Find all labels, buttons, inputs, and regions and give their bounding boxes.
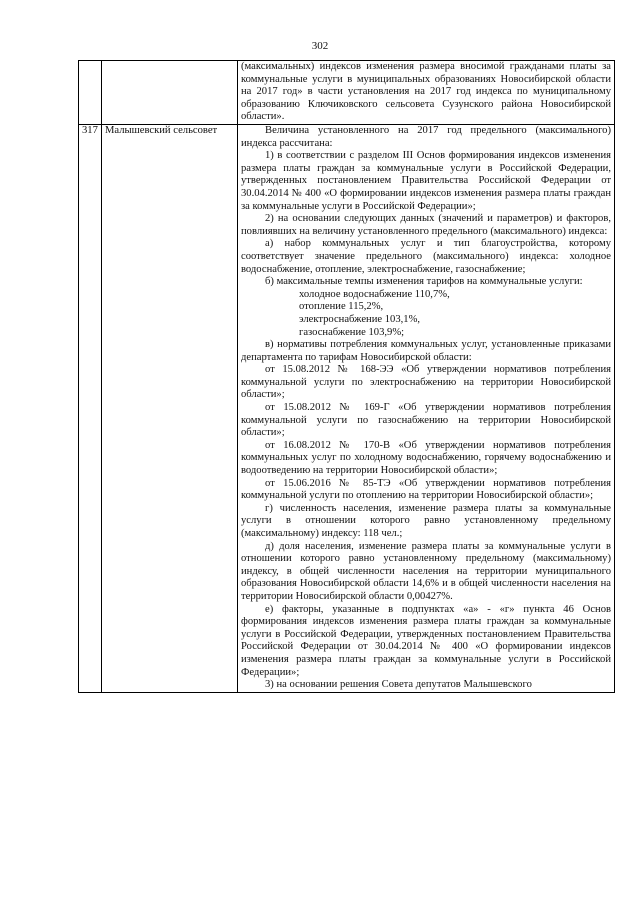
paragraph: в) нормативы потребления коммунальных услуг, установленные приказами департамента по тарифам Новосибирской области: [241, 339, 611, 363]
paragraph: 3) на основании решения Совета депутатов Малышевского [265, 679, 532, 691]
table-row [79, 125, 615, 693]
paragraph: от 15.06.2016 № 85-ТЭ «Об утверждении нормативов потребления коммунальной услуги по отоплению на территории Новосибирской области»; [241, 477, 611, 502]
page-number: 302 [311, 40, 329, 52]
row-number-cell [79, 61, 102, 125]
paragraph: 2) на основании следующих данных (значений и параметров) и факторов, повлиявших на величину установленного предельного (максимального) индекса: [241, 213, 611, 237]
paragraph: Величина установленного на 2017 год предельного (максимального) индекса рассчитана: [241, 125, 611, 149]
municipality-name-cell: Малышевский сельсовет [102, 125, 238, 693]
tariff-item: отопление 115,2%, [299, 301, 384, 313]
paragraph: 1) в соответствии с разделом III Основ формирования индексов изменения размера платы граждан за коммунальные услуги в Российской Федерации, утвержденных постановлением Правительства Российской Федерации от 30.04.2014 № 400 «О формировании индексов изменения размера платы граждан за коммунальные услуги в Российской Федерации»; [241, 150, 611, 212]
tariff-item: электроснабжение 103,1%, [299, 313, 421, 325]
paragraph: а) набор коммунальных услуг и тип благоустройства, которому соответствует значение предельного (максимального) индекса: холодное водоснабжение, отопление, электроснабжение, газоснабжение; [241, 238, 611, 275]
table-row [79, 61, 615, 125]
paragraph: е) факторы, указанные в подпунктах «а» - «г» пункта 46 Основ формирования индексов изменения размера платы граждан за коммунальные услуги в Российской Федерации, утвержденных постановлением Правительства Российской Федерации от 30.04.2014 № 400 «О формировании индексов изменения размера платы граждан за коммунальные услуги в Российской Федерации»; [241, 603, 611, 678]
paragraph: (максимальных) индексов изменения размера вносимой гражданами платы за коммунальные услуги в муниципальных образованиях Новосибирской области на 2017 год» в части установления на 2017 год индекса по муниципальному образованию Ключиковского сельсовета Сузунского района Новосибирской области». [241, 61, 611, 123]
document-table [78, 60, 615, 693]
municipality-name-cell [102, 61, 238, 125]
paragraph: г) численность населения, изменение размера платы за коммунальные услуги в отношении которого равно установленному предельному (максимальному) индексу: 118 чел.; [241, 502, 611, 539]
tariff-item: холодное водоснабжение 110,7%, [299, 288, 450, 300]
paragraph: от 15.08.2012 № 169-Г «Об утверждении нормативов потребления коммунальной услуги по газоснабжению на территории Новосибирской области»; [241, 402, 611, 439]
paragraph: б) максимальные темпы изменения тарифов на коммунальные услуги: [265, 276, 583, 288]
row-number-cell: 317 [79, 125, 102, 693]
paragraph: от 16.08.2012 № 170-В «Об утверждении нормативов потребления коммунальных услуг по холодному водоснабжению, горячему водоснабжению и водоотведению на территории Новосибирской области»; [241, 439, 611, 477]
paragraph: д) доля населения, изменение размера платы за коммунальные услуги в отношении которого равно установленному предельному (максимальному) индексу, в общей численности населения на территории муниципального образования Новосибирской области 14,6% и в общей численности населения на территории Новосибирской области 0,00427%. [241, 540, 611, 602]
row-text-cell [238, 125, 615, 693]
row-text-cell [238, 61, 615, 125]
paragraph: от 15.08.2012 № 168-ЭЭ «Об утверждении нормативов потребления коммунальной услуги по электроснабжению на территории Новосибирской области»; [241, 364, 611, 401]
tariff-list [241, 289, 611, 339]
tariff-item: газоснабжение 103,9%; [299, 326, 405, 338]
